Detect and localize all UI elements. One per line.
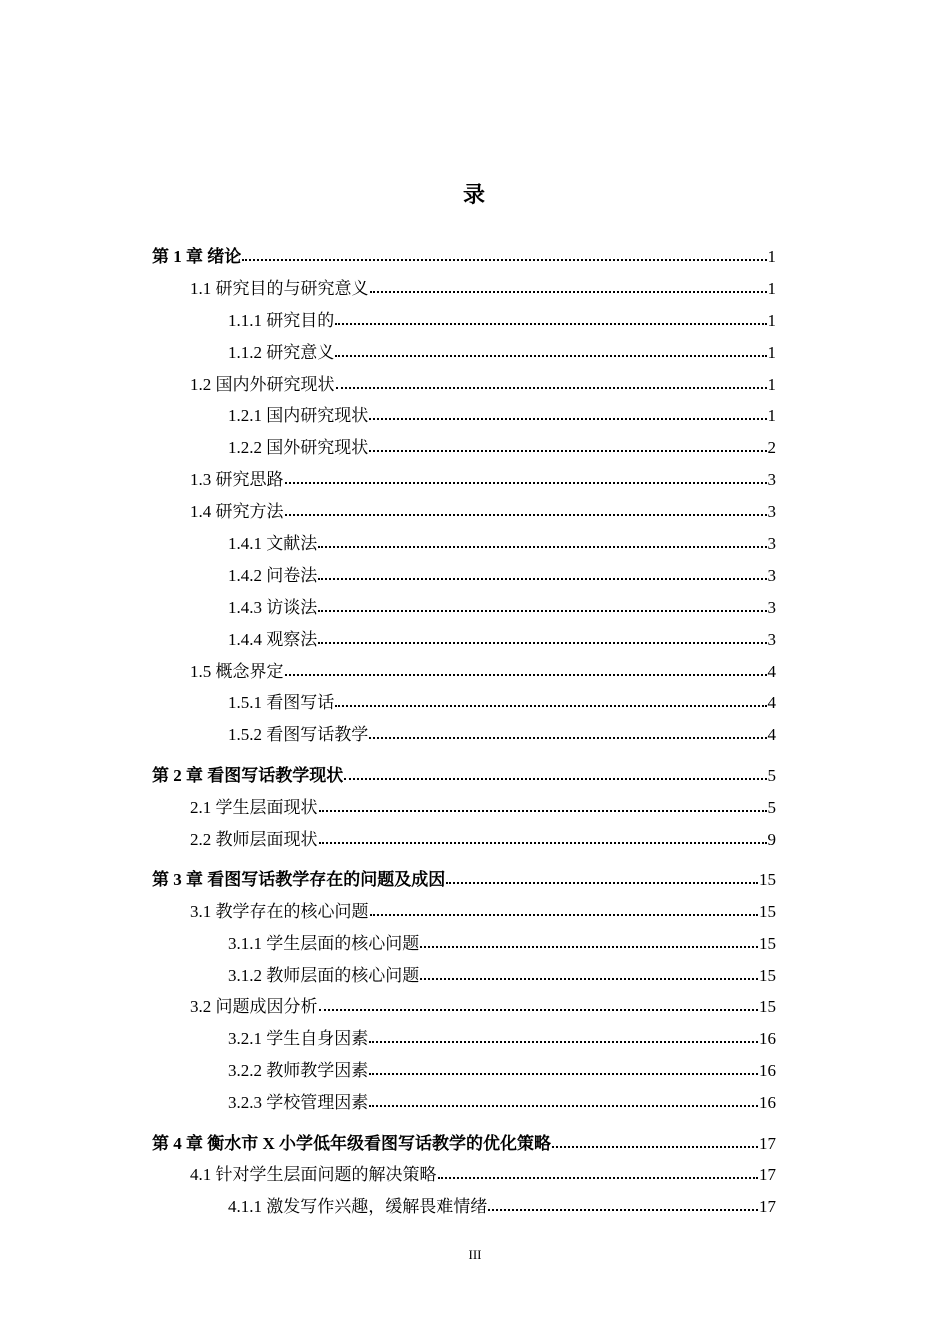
toc-entry-page: 15 <box>759 901 776 921</box>
toc-entry-label: 1.4 研究方法 <box>190 502 284 522</box>
toc-entry-page: 4 <box>767 725 776 745</box>
dot-leader <box>369 1072 758 1075</box>
toc-entry[interactable] <box>152 657 776 689</box>
dot-leader <box>336 386 767 389</box>
toc-entry-label: 1.4.3 访谈法 <box>228 597 318 617</box>
toc-entry-label: 1.4.1 文献法 <box>228 534 318 554</box>
toc-entry-page: 1 <box>767 247 776 266</box>
toc-entry-page: 15 <box>759 933 776 953</box>
dot-leader <box>335 322 766 325</box>
dot-leader <box>335 704 766 707</box>
toc-entry-page: 9 <box>767 829 776 849</box>
toc-entry-label: 1.2.1 国内研究现状 <box>228 406 369 426</box>
toc-entry-page: 15 <box>759 965 776 985</box>
toc-entry-label: 第 2 章 看图写话教学现状 <box>152 765 344 785</box>
toc-entry-label: 3.2.2 教师教学因素 <box>228 1061 369 1081</box>
dot-leader <box>369 736 766 739</box>
toc-entry-label: 1.5.2 看图写话教学 <box>228 725 369 745</box>
toc-entry-page: 16 <box>759 1029 776 1049</box>
dot-leader <box>369 1104 758 1107</box>
dot-leader <box>285 513 767 516</box>
toc-entry[interactable] <box>152 929 776 961</box>
toc-entry-label: 2.1 学生层面现状 <box>190 797 318 817</box>
toc-entry-page: 3 <box>767 565 776 585</box>
toc-entry[interactable] <box>152 1160 776 1192</box>
toc-title: 录 <box>462 182 487 207</box>
toc-entry[interactable] <box>152 897 776 929</box>
dot-leader <box>552 1145 758 1148</box>
toc-entry[interactable] <box>152 593 776 625</box>
toc-entry-page: 4 <box>767 693 776 713</box>
toc-entry-page: 5 <box>767 765 776 785</box>
toc-entry-page: 3 <box>767 470 776 490</box>
toc-entry[interactable] <box>152 1088 776 1120</box>
toc-entry-page: 3 <box>767 597 776 617</box>
dot-leader <box>318 641 766 644</box>
dot-leader <box>369 1040 758 1043</box>
toc-entry[interactable] <box>152 688 776 720</box>
toc-entry[interactable] <box>152 1024 776 1056</box>
toc-entry[interactable] <box>152 433 776 465</box>
toc-entry-label: 3.1.2 教师层面的核心问题 <box>228 965 420 985</box>
dot-leader <box>319 1008 759 1011</box>
toc-entry[interactable] <box>152 961 776 993</box>
toc-entry-page: 1 <box>767 406 776 426</box>
toc-entry-label: 4.1 针对学生层面问题的解决策略 <box>190 1165 437 1185</box>
toc-entry[interactable] <box>152 370 776 402</box>
toc-entry-label: 1.4.4 观察法 <box>228 629 318 649</box>
dot-leader <box>488 1208 758 1211</box>
toc-entry-label: 1.1.2 研究意义 <box>228 342 335 362</box>
dot-leader <box>369 417 766 420</box>
dot-leader <box>285 481 767 484</box>
dot-leader <box>335 354 766 357</box>
toc-entry-page: 5 <box>767 797 776 817</box>
dot-leader <box>319 841 767 844</box>
toc-entry[interactable] <box>152 401 776 433</box>
toc-entry-page: 1 <box>767 310 776 330</box>
toc-entry[interactable] <box>152 761 776 793</box>
toc-entry[interactable] <box>152 793 776 825</box>
toc-entry[interactable] <box>152 465 776 497</box>
toc-entry-page: 15 <box>759 869 776 889</box>
toc-entry[interactable] <box>152 338 776 370</box>
toc-entry-label: 1.5.1 看图写话 <box>228 693 335 713</box>
toc-entry[interactable] <box>152 1192 776 1224</box>
toc-entry[interactable] <box>152 306 776 338</box>
toc-entry-page: 1 <box>767 342 776 362</box>
toc-entry-page: 3 <box>767 534 776 554</box>
toc-entry-page: 17 <box>759 1133 776 1153</box>
toc-entry-label: 第 1 章 绪论 <box>152 247 242 266</box>
dot-leader <box>369 449 766 452</box>
toc-entry-label: 3.2.3 学校管理因素 <box>228 1093 369 1113</box>
dot-leader <box>318 577 766 580</box>
toc-entry[interactable] <box>152 529 776 561</box>
toc-entry-label: 第 3 章 看图写话教学存在的问题及成因 <box>152 869 446 889</box>
toc-entry-label: 2.2 教师层面现状 <box>190 829 318 849</box>
toc-entry-page: 3 <box>767 502 776 522</box>
toc-entry-page: 2 <box>767 438 776 458</box>
toc-entry[interactable] <box>152 720 776 752</box>
toc-entry-label: 1.4.2 问卷法 <box>228 565 318 585</box>
toc-entry[interactable] <box>152 825 776 857</box>
toc-entry-label: 3.2.1 学生自身因素 <box>228 1029 369 1049</box>
toc-entry-page: 1 <box>767 374 776 394</box>
toc-entry-page: 3 <box>767 629 776 649</box>
toc-entry[interactable] <box>152 992 776 1024</box>
toc-entry[interactable] <box>152 274 776 306</box>
page-number-footer: III <box>468 1247 482 1262</box>
toc-entry-label: 1.1.1 研究目的 <box>228 310 335 330</box>
dot-leader <box>370 913 759 916</box>
dot-leader <box>420 945 758 948</box>
dot-leader <box>446 881 758 884</box>
dot-leader <box>420 977 758 980</box>
table-of-contents <box>152 242 776 1224</box>
toc-entry-label: 4.1.1 激发写作兴趣，缓解畏难情绪 <box>228 1197 488 1217</box>
toc-entry-page: 16 <box>759 1061 776 1081</box>
toc-entry-label: 第 4 章 衡水市 X 小学低年级看图写话教学的优化策略 <box>152 1133 552 1153</box>
toc-entry-label: 3.1.1 学生层面的核心问题 <box>228 933 420 953</box>
toc-entry-label: 1.2 国内外研究现状 <box>190 374 335 394</box>
toc-entry[interactable] <box>152 242 776 274</box>
dot-leader <box>370 290 767 293</box>
toc-entry-label: 3.1 教学存在的核心问题 <box>190 901 369 921</box>
toc-entry[interactable] <box>152 1056 776 1088</box>
toc-entry-page: 17 <box>759 1165 776 1185</box>
dot-leader <box>438 1176 759 1179</box>
toc-entry[interactable] <box>152 561 776 593</box>
toc-entry-label: 1.3 研究思路 <box>190 470 284 490</box>
dot-leader <box>344 777 766 780</box>
dot-leader <box>319 809 767 812</box>
toc-entry-page: 1 <box>767 278 776 298</box>
toc-entry-label: 3.2 问题成因分析 <box>190 997 318 1017</box>
toc-entry[interactable] <box>152 625 776 657</box>
toc-entry-label: 1.2.2 国外研究现状 <box>228 438 369 458</box>
toc-entry[interactable] <box>152 497 776 529</box>
toc-entry-page: 16 <box>759 1093 776 1113</box>
dot-leader <box>242 258 766 261</box>
toc-entry-label: 1.1 研究目的与研究意义 <box>190 278 369 298</box>
dot-leader <box>318 545 766 548</box>
dot-leader <box>285 673 767 676</box>
toc-entry-page: 4 <box>767 661 776 681</box>
toc-entry[interactable] <box>152 865 776 897</box>
toc-entry[interactable] <box>152 1129 776 1161</box>
toc-entry-page: 15 <box>759 997 776 1017</box>
toc-entry-page: 17 <box>759 1197 776 1217</box>
dot-leader <box>318 609 766 612</box>
toc-entry-label: 1.5 概念界定 <box>190 661 284 681</box>
